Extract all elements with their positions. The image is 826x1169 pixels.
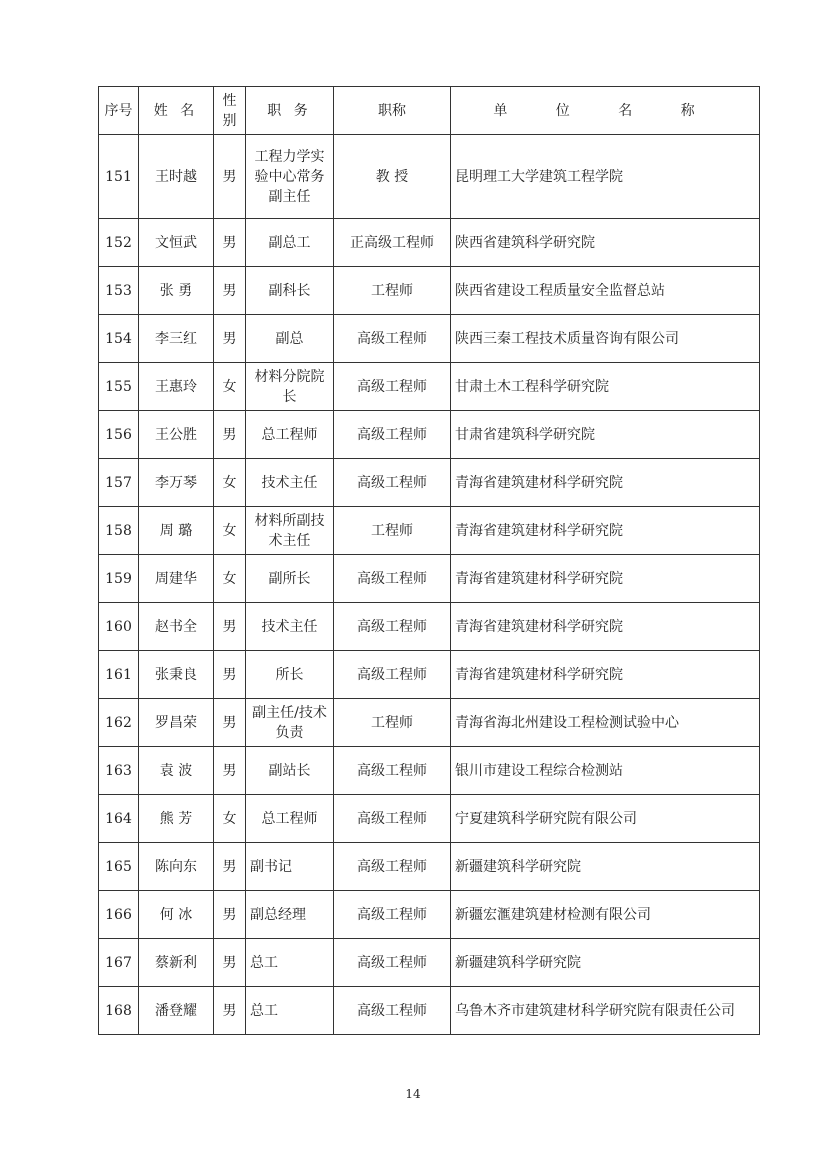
table-row bbox=[99, 411, 760, 459]
table-row bbox=[99, 267, 760, 315]
cell-title: 工程师 bbox=[334, 507, 451, 555]
table-row bbox=[99, 939, 760, 987]
cell-seq: 165 bbox=[99, 843, 139, 891]
cell-position: 总工 bbox=[246, 987, 334, 1035]
cell-position: 总工程师 bbox=[246, 411, 334, 459]
cell-name: 蔡新利 bbox=[139, 939, 214, 987]
cell-position: 材料所副技术主任 bbox=[246, 507, 334, 555]
cell-position: 副总工 bbox=[246, 219, 334, 267]
table-row bbox=[99, 507, 760, 555]
cell-seq: 157 bbox=[99, 459, 139, 507]
cell-seq: 160 bbox=[99, 603, 139, 651]
cell-unit: 青海省建筑建材科学研究院 bbox=[451, 651, 760, 699]
cell-gender: 男 bbox=[214, 135, 246, 219]
cell-unit: 青海省海北州建设工程检测试验中心 bbox=[451, 699, 760, 747]
cell-unit: 青海省建筑建材科学研究院 bbox=[451, 603, 760, 651]
cell-gender: 女 bbox=[214, 795, 246, 843]
cell-gender: 男 bbox=[214, 699, 246, 747]
cell-title: 高级工程师 bbox=[334, 987, 451, 1035]
header-unit: 单 位 名 称 bbox=[451, 87, 760, 135]
cell-title: 高级工程师 bbox=[334, 363, 451, 411]
cell-seq: 158 bbox=[99, 507, 139, 555]
cell-title: 工程师 bbox=[334, 699, 451, 747]
cell-unit: 青海省建筑建材科学研究院 bbox=[451, 507, 760, 555]
header-position: 职 务 bbox=[246, 87, 334, 135]
cell-position: 副所长 bbox=[246, 555, 334, 603]
table-row bbox=[99, 219, 760, 267]
cell-gender: 男 bbox=[214, 939, 246, 987]
cell-title: 高级工程师 bbox=[334, 411, 451, 459]
cell-position: 副总 bbox=[246, 315, 334, 363]
cell-title: 高级工程师 bbox=[334, 603, 451, 651]
table-row bbox=[99, 699, 760, 747]
cell-seq: 163 bbox=[99, 747, 139, 795]
cell-position: 所长 bbox=[246, 651, 334, 699]
cell-unit: 宁夏建筑科学研究院有限公司 bbox=[451, 795, 760, 843]
cell-gender: 男 bbox=[214, 267, 246, 315]
cell-name: 文恒武 bbox=[139, 219, 214, 267]
cell-title: 高级工程师 bbox=[334, 843, 451, 891]
table-row bbox=[99, 363, 760, 411]
cell-title: 高级工程师 bbox=[334, 939, 451, 987]
cell-seq: 167 bbox=[99, 939, 139, 987]
cell-position: 副书记 bbox=[246, 843, 334, 891]
table-row bbox=[99, 651, 760, 699]
cell-seq: 166 bbox=[99, 891, 139, 939]
cell-name: 张 勇 bbox=[139, 267, 214, 315]
cell-gender: 男 bbox=[214, 219, 246, 267]
cell-title: 高级工程师 bbox=[334, 747, 451, 795]
cell-unit: 陕西省建筑科学研究院 bbox=[451, 219, 760, 267]
cell-title: 高级工程师 bbox=[334, 459, 451, 507]
cell-gender: 男 bbox=[214, 603, 246, 651]
cell-title: 高级工程师 bbox=[334, 651, 451, 699]
table-row bbox=[99, 747, 760, 795]
cell-gender: 男 bbox=[214, 315, 246, 363]
cell-name: 何 冰 bbox=[139, 891, 214, 939]
cell-gender: 女 bbox=[214, 507, 246, 555]
table-row bbox=[99, 555, 760, 603]
cell-position: 总工程师 bbox=[246, 795, 334, 843]
table-row bbox=[99, 843, 760, 891]
cell-seq: 152 bbox=[99, 219, 139, 267]
cell-position: 副科长 bbox=[246, 267, 334, 315]
cell-seq: 156 bbox=[99, 411, 139, 459]
cell-seq: 153 bbox=[99, 267, 139, 315]
cell-title: 高级工程师 bbox=[334, 891, 451, 939]
cell-name: 熊 芳 bbox=[139, 795, 214, 843]
table-row bbox=[99, 795, 760, 843]
cell-gender: 女 bbox=[214, 363, 246, 411]
cell-unit: 银川市建设工程综合检测站 bbox=[451, 747, 760, 795]
cell-unit: 陕西三秦工程技术质量咨询有限公司 bbox=[451, 315, 760, 363]
cell-name: 周建华 bbox=[139, 555, 214, 603]
cell-position: 副站长 bbox=[246, 747, 334, 795]
cell-unit: 乌鲁木齐市建筑建材科学研究院有限责任公司 bbox=[451, 987, 760, 1035]
cell-name: 李万琴 bbox=[139, 459, 214, 507]
cell-name: 王惠玲 bbox=[139, 363, 214, 411]
cell-position: 工程力学实验中心常务副主任 bbox=[246, 135, 334, 219]
cell-title: 高级工程师 bbox=[334, 315, 451, 363]
cell-name: 李三红 bbox=[139, 315, 214, 363]
cell-unit: 青海省建筑建材科学研究院 bbox=[451, 555, 760, 603]
table-row bbox=[99, 315, 760, 363]
cell-unit: 陕西省建设工程质量安全监督总站 bbox=[451, 267, 760, 315]
roster-table bbox=[98, 86, 760, 1035]
cell-name: 张秉良 bbox=[139, 651, 214, 699]
cell-seq: 155 bbox=[99, 363, 139, 411]
cell-seq: 164 bbox=[99, 795, 139, 843]
cell-unit: 甘肃省建筑科学研究院 bbox=[451, 411, 760, 459]
cell-name: 袁 波 bbox=[139, 747, 214, 795]
cell-name: 陈向东 bbox=[139, 843, 214, 891]
cell-title: 高级工程师 bbox=[334, 555, 451, 603]
cell-name: 周 璐 bbox=[139, 507, 214, 555]
cell-position: 副总经理 bbox=[246, 891, 334, 939]
cell-name: 王时越 bbox=[139, 135, 214, 219]
header-seq: 序号 bbox=[99, 87, 139, 135]
cell-seq: 161 bbox=[99, 651, 139, 699]
cell-gender: 女 bbox=[214, 555, 246, 603]
cell-gender: 男 bbox=[214, 987, 246, 1035]
cell-position: 技术主任 bbox=[246, 459, 334, 507]
cell-position: 总工 bbox=[246, 939, 334, 987]
cell-name: 罗昌荣 bbox=[139, 699, 214, 747]
cell-unit: 新疆建筑科学研究院 bbox=[451, 939, 760, 987]
cell-gender: 男 bbox=[214, 891, 246, 939]
cell-unit: 甘肃土木工程科学研究院 bbox=[451, 363, 760, 411]
cell-gender: 男 bbox=[214, 651, 246, 699]
cell-unit: 青海省建筑建材科学研究院 bbox=[451, 459, 760, 507]
table-row bbox=[99, 987, 760, 1035]
cell-gender: 男 bbox=[214, 747, 246, 795]
cell-title: 高级工程师 bbox=[334, 795, 451, 843]
table-row bbox=[99, 891, 760, 939]
table-row bbox=[99, 459, 760, 507]
cell-position: 副主任/技术负责 bbox=[246, 699, 334, 747]
cell-unit: 新疆宏滙建筑建材检测有限公司 bbox=[451, 891, 760, 939]
page-number: 14 bbox=[405, 1087, 421, 1101]
cell-seq: 151 bbox=[99, 135, 139, 219]
header-title: 职称 bbox=[334, 87, 451, 135]
cell-gender: 女 bbox=[214, 459, 246, 507]
table-header-row bbox=[99, 87, 760, 135]
cell-name: 王公胜 bbox=[139, 411, 214, 459]
cell-title: 正高级工程师 bbox=[334, 219, 451, 267]
cell-name: 潘登耀 bbox=[139, 987, 214, 1035]
cell-seq: 154 bbox=[99, 315, 139, 363]
cell-seq: 162 bbox=[99, 699, 139, 747]
cell-seq: 159 bbox=[99, 555, 139, 603]
table-row bbox=[99, 135, 760, 219]
cell-title: 工程师 bbox=[334, 267, 451, 315]
table-row bbox=[99, 603, 760, 651]
cell-unit: 昆明理工大学建筑工程学院 bbox=[451, 135, 760, 219]
cell-title: 教 授 bbox=[334, 135, 451, 219]
cell-position: 技术主任 bbox=[246, 603, 334, 651]
cell-position: 材料分院院长 bbox=[246, 363, 334, 411]
cell-name: 赵书全 bbox=[139, 603, 214, 651]
cell-gender: 男 bbox=[214, 843, 246, 891]
cell-unit: 新疆建筑科学研究院 bbox=[451, 843, 760, 891]
header-name: 姓 名 bbox=[139, 87, 214, 135]
cell-seq: 168 bbox=[99, 987, 139, 1035]
cell-gender: 男 bbox=[214, 411, 246, 459]
header-gender: 性别 bbox=[214, 87, 246, 135]
